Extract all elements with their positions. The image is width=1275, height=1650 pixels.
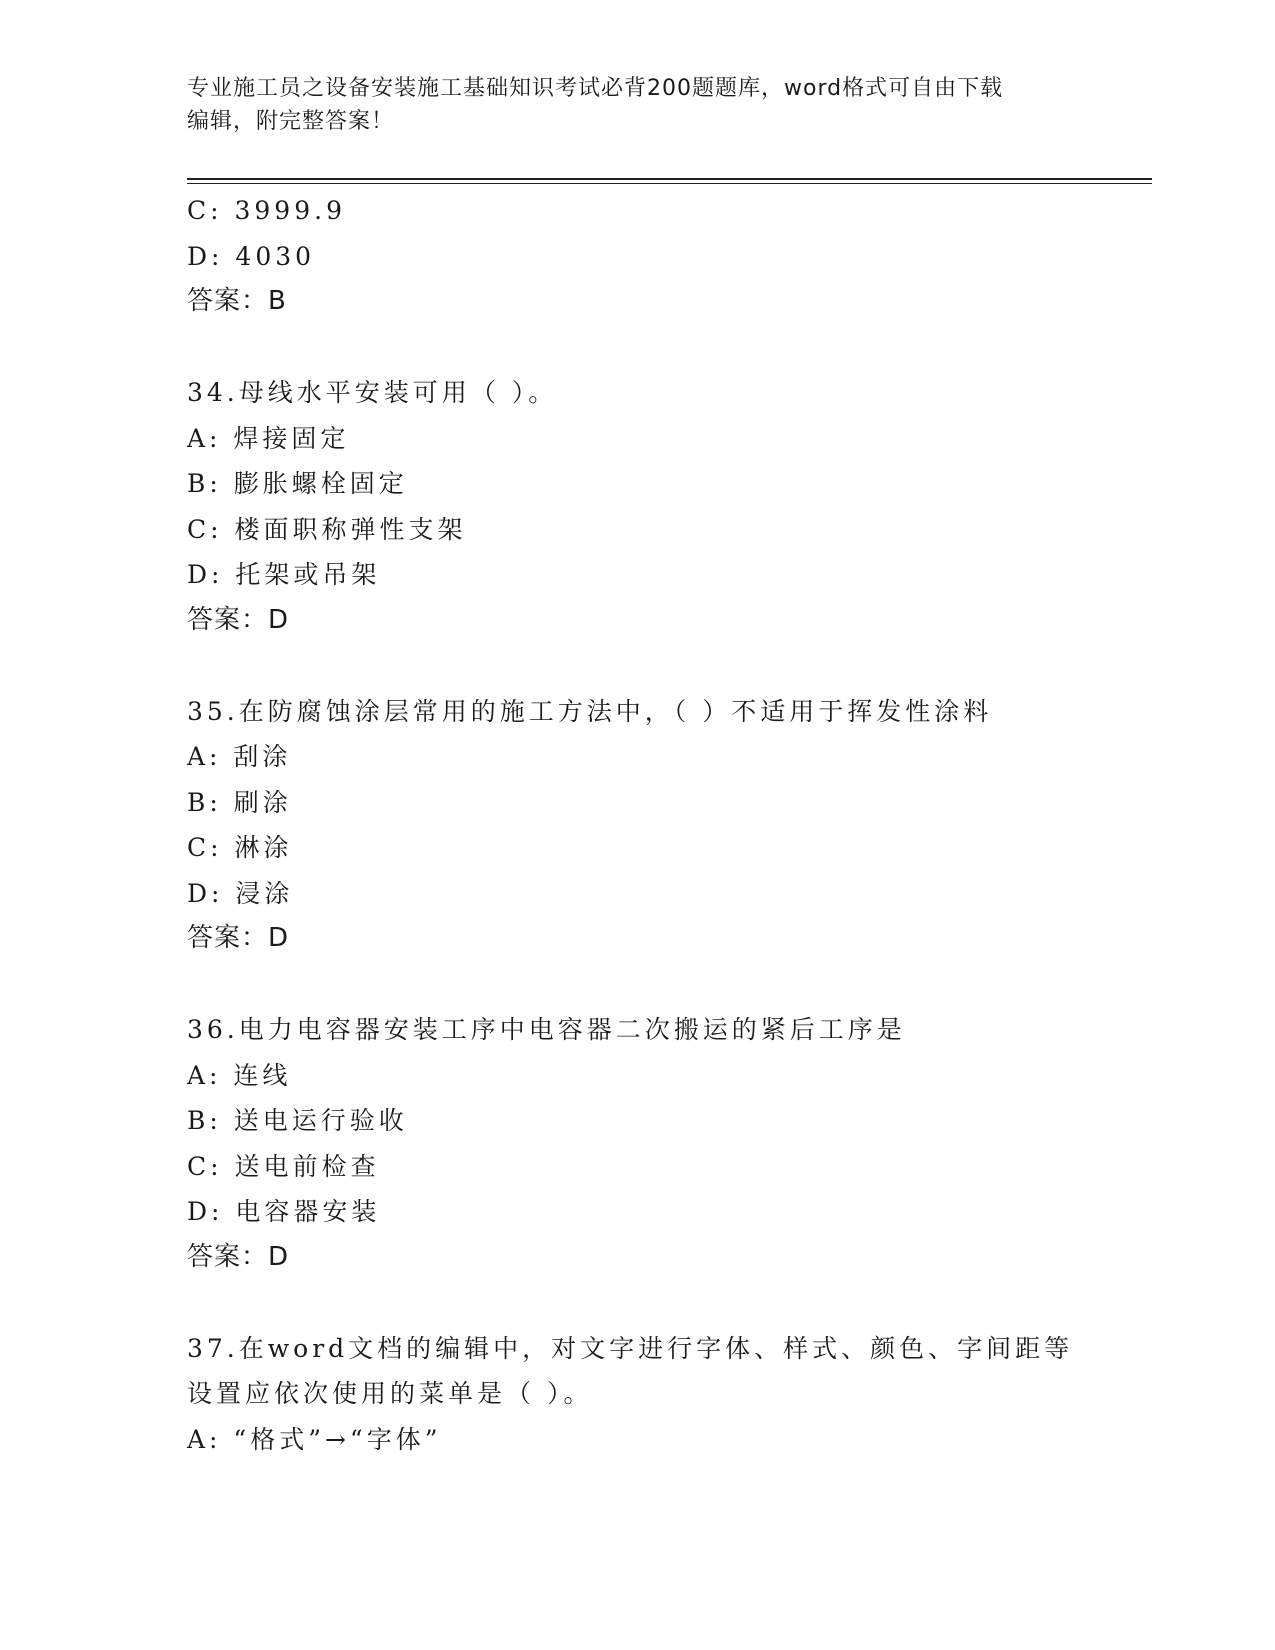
header-title-line-2: 编辑，附完整答案！: [187, 109, 395, 134]
option-d: D: 电容器安装: [187, 1197, 381, 1226]
option-c: C: 3999.9: [187, 196, 346, 225]
option-c: C: 楼面职称弹性支架: [187, 514, 467, 544]
option-a: A: “格式”→“字体”: [187, 1424, 442, 1454]
question-text: 34.母线水平安装可用（ ）。: [187, 378, 558, 407]
header-divider-thin: [187, 183, 1152, 184]
option-a: A: 焊接固定: [187, 423, 350, 453]
question-text-line-2: 设置应依次使用的菜单是（ ）。: [187, 1379, 593, 1408]
question-text: 36.电力电容器安装工序中电容器二次搬运的紧后工序是: [187, 1015, 906, 1044]
option-a: A: 连线: [187, 1060, 292, 1090]
question-34: [187, 370, 1117, 643]
option-d: D: 托架或吊架: [187, 560, 381, 589]
question-36: [187, 1007, 1117, 1280]
option-c: C: 送电前检查: [187, 1151, 380, 1181]
option-a: A: 刮涂: [187, 742, 292, 771]
option-d: D: 浸涂: [187, 878, 294, 908]
answer: 答案：D: [187, 923, 290, 953]
option-b: B: 刷涂: [187, 787, 292, 817]
option-b: B: 送电运行验收: [187, 1106, 408, 1135]
document-body: [187, 188, 1117, 1462]
question-33-continuation: [187, 188, 1117, 325]
option-c: C: 淋涂: [187, 833, 293, 862]
spacer: [187, 325, 1117, 371]
question-37: [187, 1326, 1117, 1463]
option-b: B: 膨胀螺栓固定: [187, 469, 408, 498]
question-35: [187, 689, 1117, 962]
document-header: [187, 72, 1067, 138]
spacer: [187, 643, 1117, 689]
spacer: [187, 1280, 1117, 1326]
option-d: D: 4030: [187, 241, 316, 271]
answer: 答案：D: [187, 604, 290, 635]
spacer: [187, 962, 1117, 1008]
header-title-line-1: 专业施工员之设备安装施工基础知识考试必背200题题库，word格式可自由下载: [187, 76, 1004, 101]
header-divider-thick: [187, 178, 1152, 180]
answer: 答案：D: [187, 1241, 290, 1272]
question-text-line-1: 37.在word文档的编辑中，对文字进行字体、样式、颜色、字间距等: [187, 1333, 1074, 1363]
question-text: 35.在防腐蚀涂层常用的施工方法中，（ ）不适用于挥发性涂料: [187, 696, 993, 726]
answer: 答案：B: [187, 286, 287, 316]
